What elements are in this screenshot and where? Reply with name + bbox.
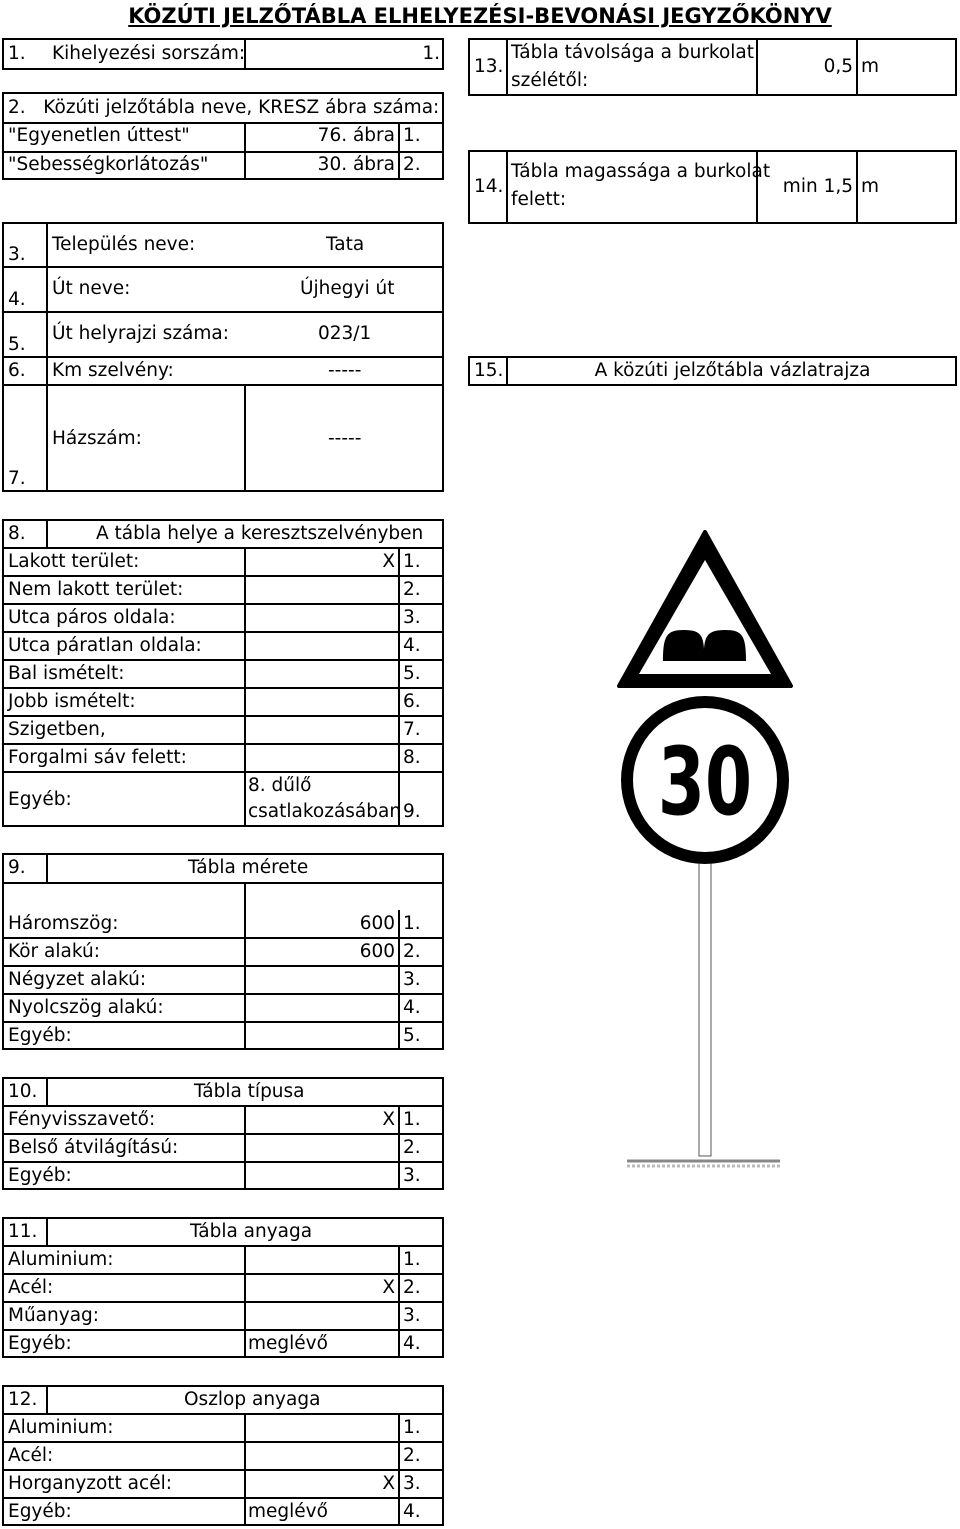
- size-row-label: Kör alakú:: [8, 941, 100, 962]
- size-row-label: Nyolcszög alakú:: [8, 997, 164, 1018]
- pole-row-label: Horganyzott acél:: [8, 1473, 172, 1494]
- field-10-title: Tábla típusa: [194, 1081, 305, 1102]
- field-5-value: 023/1: [318, 323, 372, 344]
- field-4-label: Út neve:: [52, 278, 131, 299]
- location-row-label: Utca páros oldala:: [8, 607, 176, 628]
- location-row-label: Nem lakott terület:: [8, 579, 184, 600]
- material-row-value: X: [382, 1277, 395, 1298]
- pole-row-idx: 4.: [403, 1501, 421, 1522]
- type-row-label: Belső átvilágítású:: [8, 1137, 179, 1158]
- field-5-label: Út helyrajzi száma:: [52, 323, 229, 344]
- type-row-label: Fényvisszavető:: [8, 1109, 156, 1130]
- pole-row-value: meglévő: [248, 1501, 328, 1522]
- pole-row-label: Egyéb:: [8, 1501, 72, 1522]
- type-row-idx: 1.: [403, 1109, 421, 1130]
- field-8-num: 8.: [8, 523, 26, 544]
- location-egyeb-line1: 8. dűlő: [248, 775, 312, 796]
- field-8-title: A tábla helye a keresztszelvényben: [96, 523, 424, 544]
- sign-abra-1: 76. ábra: [317, 125, 395, 146]
- location-row-idx: 6.: [403, 691, 421, 712]
- size-row-value: 600: [359, 941, 395, 962]
- field-10-num: 10.: [8, 1081, 38, 1102]
- speed-limit-value: 30: [657, 727, 753, 837]
- field-13-line1: Tábla távolsága a burkolat: [511, 42, 755, 63]
- field-14-line2: felett:: [511, 189, 567, 210]
- location-egyeb-line2: csatlakozásában: [248, 801, 402, 822]
- size-row-idx: 2.: [403, 941, 421, 962]
- page-title: KÖZÚTI JELZŐTÁBLA ELHELYEZÉSI-BEVONÁSI JEGYZŐKÖNYV: [128, 4, 832, 28]
- size-row-label: Egyéb:: [8, 1025, 72, 1046]
- field-14-num: 14.: [474, 176, 504, 197]
- location-egyeb-idx: 9.: [403, 801, 421, 822]
- sign-name-2: "Sebességkorlátozás": [8, 154, 209, 175]
- sign-idx-1: 1.: [403, 125, 421, 146]
- field-14-unit: m: [861, 176, 880, 197]
- pole-row-value: X: [382, 1473, 395, 1494]
- material-row-value: meglévő: [248, 1333, 328, 1354]
- location-row-label: Utca páratlan oldala:: [8, 635, 202, 656]
- pole-row-idx: 3.: [403, 1473, 421, 1494]
- field-1-num: 1.: [8, 43, 26, 64]
- field-9-num: 9.: [8, 857, 26, 878]
- sign-pole: [699, 860, 711, 1156]
- field-3-num: 3.: [8, 244, 26, 265]
- field-11-title: Tábla anyaga: [190, 1221, 313, 1242]
- type-row-idx: 3.: [403, 1165, 421, 1186]
- field-13-line2: szélétől:: [511, 70, 589, 91]
- location-row-idx: 8.: [403, 747, 421, 768]
- type-row-idx: 2.: [403, 1137, 421, 1158]
- sign-name-1: "Egyenetlen úttest": [8, 125, 190, 146]
- location-egyeb-label: Egyéb:: [8, 789, 72, 810]
- field-6-value: -----: [328, 360, 362, 381]
- location-row-idx: 3.: [403, 607, 421, 628]
- location-row-label: Lakott terület:: [8, 551, 140, 572]
- location-row-idx: 7.: [403, 719, 421, 740]
- type-row-label: Egyéb:: [8, 1165, 72, 1186]
- field-4-value: Újhegyi út: [300, 278, 395, 299]
- material-row-idx: 3.: [403, 1305, 421, 1326]
- location-row-label: Jobb ismételt:: [8, 691, 136, 712]
- field-7-label: Házszám:: [52, 428, 142, 449]
- field-15-num: 15.: [474, 360, 504, 381]
- speed-limit-30-icon: [621, 696, 789, 864]
- type-row-value: X: [382, 1109, 395, 1130]
- field-5-num: 5.: [8, 334, 26, 355]
- field-13-unit: m: [861, 56, 880, 77]
- field-14-value: min 1,5: [782, 176, 853, 197]
- size-row-label: Négyzet alakú:: [8, 969, 147, 990]
- field-11-num: 11.: [8, 1221, 38, 1242]
- material-row-label: Aluminium:: [8, 1249, 114, 1270]
- field-6-label: Km szelvény:: [52, 360, 174, 381]
- field-4-num: 4.: [8, 289, 26, 310]
- field-13-value: 0,5: [823, 56, 853, 77]
- pole-row-label: Acél:: [8, 1445, 54, 1466]
- field-1-label: Kihelyezési sorszám:: [52, 43, 246, 64]
- pole-row-idx: 2.: [403, 1445, 421, 1466]
- size-row-idx: 3.: [403, 969, 421, 990]
- field-3-value: Tata: [326, 234, 365, 255]
- size-row-idx: 5.: [403, 1025, 421, 1046]
- field-7-value: -----: [328, 428, 362, 449]
- material-row-idx: 4.: [403, 1333, 421, 1354]
- field-15-title: A közúti jelzőtábla vázlatrajza: [594, 360, 871, 381]
- field-1-value: 1.: [422, 43, 440, 64]
- size-row-idx: 1.: [403, 913, 421, 934]
- location-row-label: Bal ismételt:: [8, 663, 125, 684]
- pole-row-label: Aluminium:: [8, 1417, 114, 1438]
- material-row-idx: 1.: [403, 1249, 421, 1270]
- material-row-label: Egyéb:: [8, 1333, 72, 1354]
- location-row-mark: X: [382, 551, 395, 572]
- location-row-idx: 1.: [403, 551, 421, 572]
- pole-row-idx: 1.: [403, 1417, 421, 1438]
- location-row-idx: 2.: [403, 579, 421, 600]
- location-row-label: Forgalmi sáv felett:: [8, 747, 187, 768]
- size-row-idx: 4.: [403, 997, 421, 1018]
- material-row-label: Acél:: [8, 1277, 54, 1298]
- field-13-num: 13.: [474, 56, 504, 77]
- field-6-num: 6.: [8, 360, 26, 381]
- material-row-label: Műanyag:: [8, 1305, 100, 1326]
- location-row-idx: 5.: [403, 663, 421, 684]
- uneven-road-triangle-icon: [619, 532, 791, 686]
- size-row-value: 600: [359, 913, 395, 934]
- field-12-title: Oszlop anyaga: [184, 1389, 321, 1410]
- location-row-label: Szigetben,: [8, 719, 106, 740]
- field-9-title: Tábla mérete: [188, 857, 309, 878]
- location-row-idx: 4.: [403, 635, 421, 656]
- field-3-label: Település neve:: [52, 234, 196, 255]
- sign-abra-2: 30. ábra: [317, 154, 395, 175]
- field-2-label: 2. Közúti jelzőtábla neve, KRESZ ábra száma:: [8, 97, 440, 118]
- material-row-idx: 2.: [403, 1277, 421, 1298]
- field-12-num: 12.: [8, 1389, 38, 1410]
- field-7-num: 7.: [8, 468, 26, 489]
- field-14-line1: Tábla magassága a burkolat: [511, 161, 771, 182]
- size-row-label: Háromszög:: [8, 913, 119, 934]
- sign-sketch: [605, 520, 805, 1180]
- sign-idx-2: 2.: [403, 154, 421, 175]
